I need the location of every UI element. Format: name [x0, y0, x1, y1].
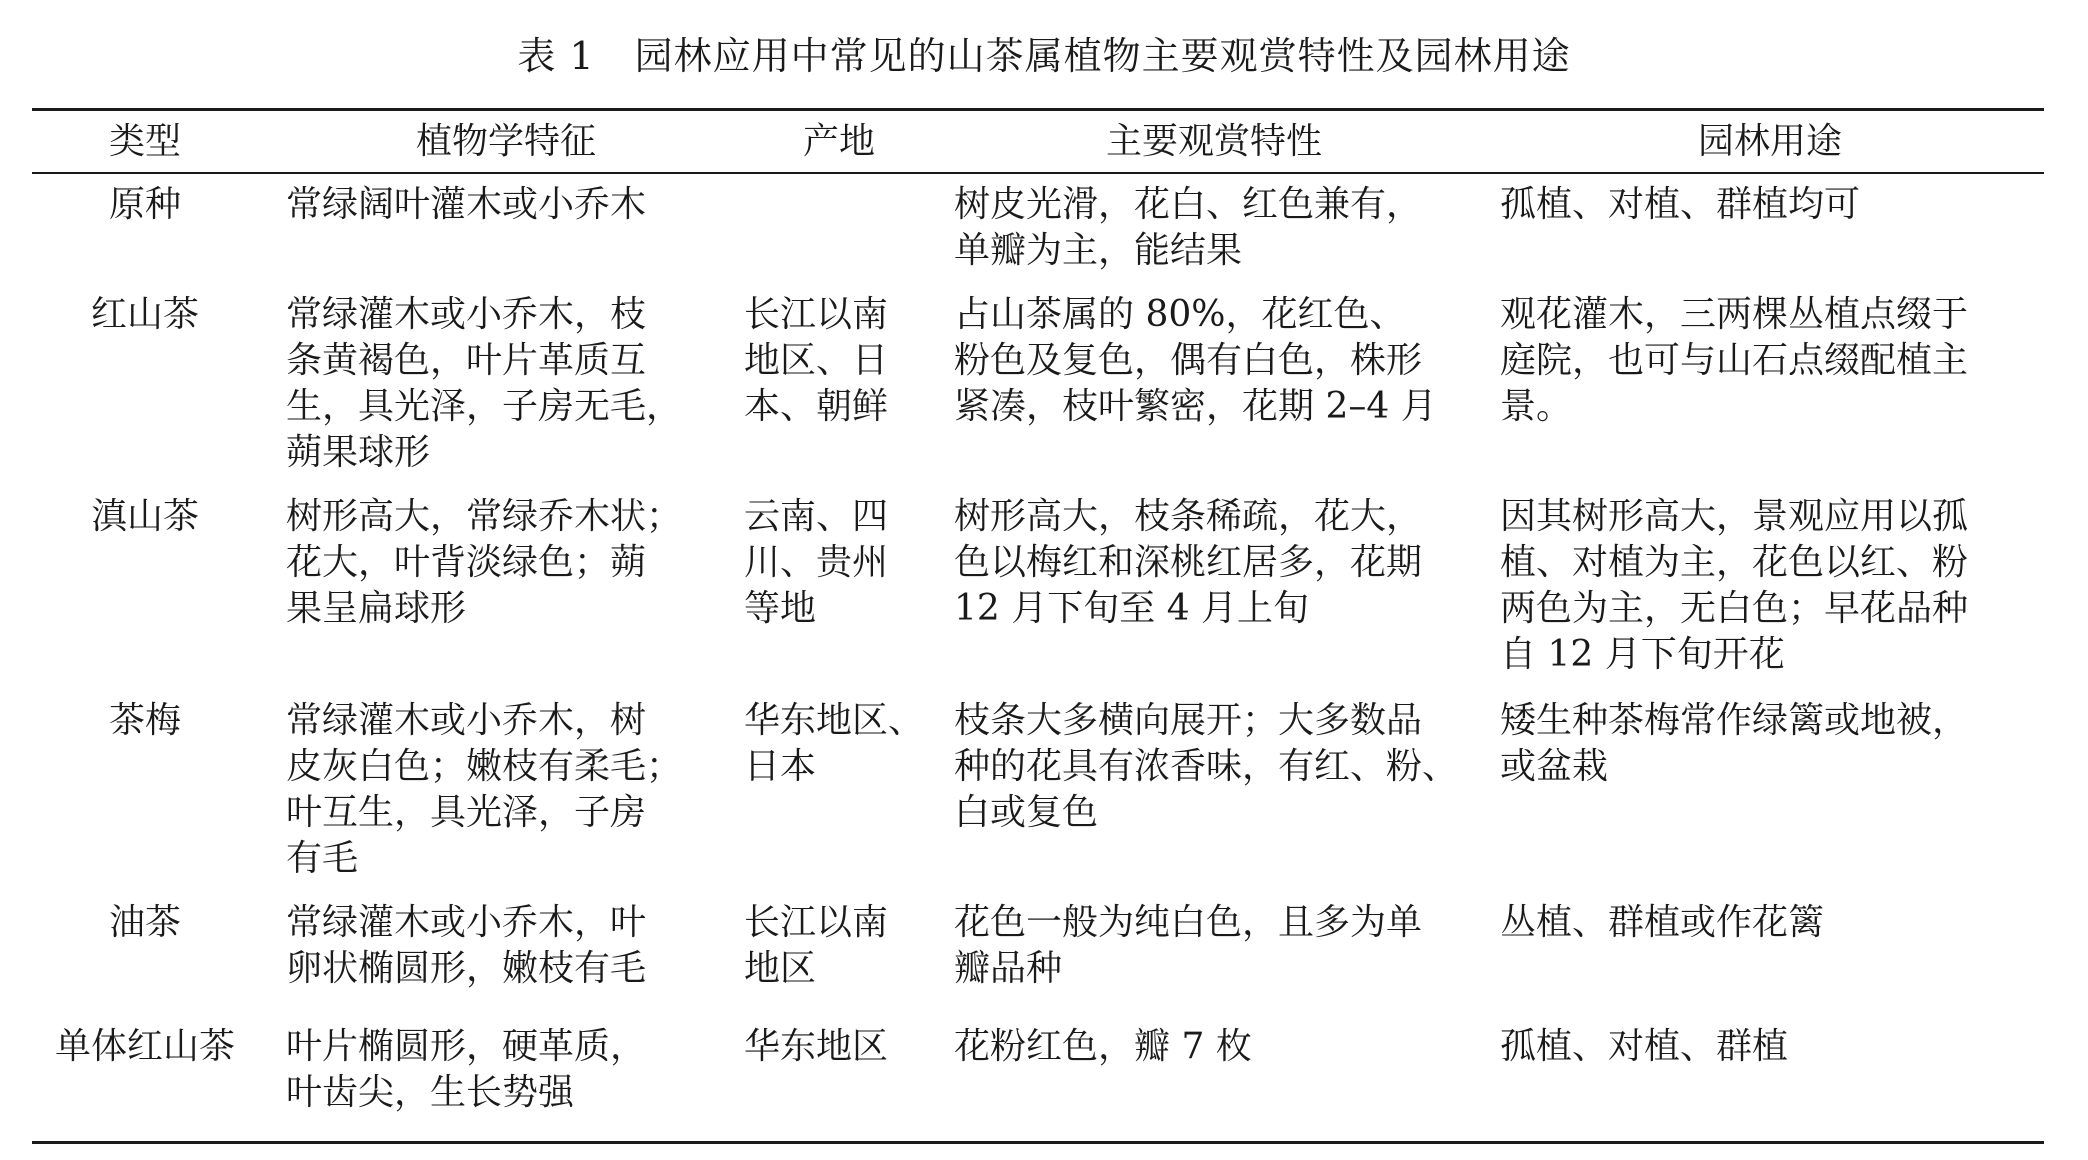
- cell-line: 矮生种茶梅常作绿篱或地被，: [1500, 700, 1969, 741]
- cell-line: 色以梅红和深桃红居多，花期: [954, 542, 1423, 583]
- cell-line: 本、朝鲜: [744, 386, 889, 427]
- cell-line: 地区: [744, 948, 817, 989]
- cell-line: 孤植、对植、群植: [1500, 1026, 1789, 1067]
- cell-line: 孤植、对植、群植均可: [1500, 184, 1861, 225]
- cell-line: 华东地区: [744, 1026, 889, 1067]
- cell-line: 花粉红色，瓣 7 枚: [954, 1026, 1252, 1067]
- cell-line: 叶齿尖，生长势强: [286, 1072, 575, 1113]
- cell-use: [1500, 494, 1968, 678]
- cell-line: 叶互生，具光泽，子房: [286, 792, 647, 833]
- cell-ornamental: [954, 698, 1458, 836]
- cell-line: 植、对植为主，花色以红、粉: [1500, 542, 1969, 583]
- cell-line: 种的花具有浓香味，有红、粉、: [954, 746, 1459, 787]
- cell-line: 枝条大多横向展开；大多数品: [954, 700, 1423, 741]
- cell-line: 景。: [1500, 386, 1573, 427]
- cell-origin: [744, 698, 924, 790]
- table-caption: [0, 28, 2088, 84]
- cell-line: 树形高大，枝条稀疏，花大，: [954, 496, 1423, 537]
- cell-use: [1500, 900, 1824, 946]
- cell-use: [1500, 292, 1968, 430]
- cell-line: 两色为主，无白色；早花品种: [1500, 588, 1969, 629]
- cell-line: 等地: [744, 588, 817, 629]
- cell-line: 紧凑，枝叶繁密，花期 2–4 月: [954, 386, 1437, 427]
- cell-type: [40, 494, 250, 540]
- cell-line: 庭院，也可与山石点缀配植主: [1500, 340, 1969, 381]
- cell-use: [1500, 1024, 1788, 1070]
- cell-line: 油茶: [108, 902, 181, 943]
- cell-origin: [744, 900, 888, 992]
- table-caption-number: 表 1: [517, 34, 595, 78]
- cell-line: 云南、四: [744, 496, 889, 537]
- cell-line: 长江以南: [744, 902, 889, 943]
- cell-line: 条黄褐色，叶片革质互: [286, 340, 647, 381]
- cell-line: 占山茶属的 80%，花红色、: [954, 294, 1406, 335]
- cell-line: 因其树形高大，景观应用以孤: [1500, 496, 1969, 537]
- header-botanical: 植物学特征: [415, 121, 596, 162]
- bottom-rule: [32, 1141, 2044, 1144]
- cell-line: 树皮光滑，花白、红色兼有，: [954, 184, 1423, 225]
- cell-line: 红山茶: [90, 294, 199, 335]
- cell-line: 滇山茶: [90, 496, 199, 537]
- cell-line: 果呈扁球形: [286, 588, 467, 629]
- cell-ornamental: [954, 182, 1422, 274]
- cell-line: 树形高大，常绿乔木状；: [286, 496, 683, 537]
- cell-line: 原种: [108, 184, 181, 225]
- cell-type: [40, 698, 250, 744]
- header-use: 园林用途: [1697, 121, 1842, 162]
- cell-line: 丛植、群植或作花篱: [1500, 902, 1825, 943]
- cell-origin: [744, 494, 888, 632]
- cell-line: 白或复色: [954, 792, 1099, 833]
- cell-ornamental: [954, 292, 1437, 430]
- cell-line: 日本: [744, 746, 817, 787]
- cell-line: 12 月下旬至 4 月上旬: [954, 588, 1310, 629]
- cell-use: [1500, 182, 1860, 228]
- cell-line: 自 12 月下旬开花: [1500, 634, 1785, 675]
- cell-line: 叶片椭圆形，硬革质，: [286, 1026, 647, 1067]
- cell-line: 常绿灌木或小乔木，枝: [286, 294, 647, 335]
- cell-type: [40, 900, 250, 946]
- cell-botanical: [286, 292, 682, 476]
- cell-line: 生，具光泽，子房无毛，: [286, 386, 683, 427]
- top-rule: [32, 108, 2044, 111]
- header-origin: 产地: [802, 121, 875, 162]
- header-type: 类型: [108, 121, 181, 162]
- cell-type: [40, 182, 250, 228]
- cell-line: 花大，叶背淡绿色；蒴: [286, 542, 647, 583]
- cell-line: 常绿阔叶灌木或小乔木: [286, 184, 647, 225]
- cell-line: 长江以南: [744, 294, 889, 335]
- table-caption-title: 园林应用中常见的山茶属植物主要观赏特性及园林用途: [634, 34, 1571, 78]
- cell-line: 观花灌木，三两棵丛植点缀于: [1500, 294, 1969, 335]
- cell-origin: [744, 292, 888, 430]
- cell-botanical: [286, 900, 646, 992]
- cell-line: 花色一般为纯白色，且多为单: [954, 902, 1423, 943]
- cell-line: 常绿灌木或小乔木，叶: [286, 902, 647, 943]
- cell-line: 蒴果球形: [286, 432, 431, 473]
- header-ornamental: 主要观赏特性: [1105, 121, 1322, 162]
- cell-line: 茶梅: [108, 700, 181, 741]
- cell-line: 或盆栽: [1500, 746, 1609, 787]
- cell-use: [1500, 698, 1968, 790]
- cell-line: 地区、日: [744, 340, 889, 381]
- cell-line: 单瓣为主，能结果: [954, 230, 1243, 271]
- cell-line: 瓣品种: [954, 948, 1063, 989]
- cell-line: 皮灰白色；嫩枝有柔毛；: [286, 746, 683, 787]
- cell-ornamental: [954, 1024, 1252, 1070]
- cell-line: 粉色及复色，偶有白色，株形: [954, 340, 1423, 381]
- cell-line: 华东地区、: [744, 700, 925, 741]
- cell-line: 常绿灌木或小乔木，树: [286, 700, 647, 741]
- cell-type: [40, 1024, 250, 1070]
- header-rule: [32, 172, 2044, 174]
- cell-origin: [744, 1024, 888, 1070]
- cell-line: 川、贵州: [744, 542, 889, 583]
- cell-botanical: [286, 698, 682, 882]
- cell-botanical: [286, 494, 682, 632]
- cell-botanical: [286, 1024, 646, 1116]
- cell-line: 卵状椭圆形，嫩枝有毛: [286, 948, 647, 989]
- cell-line: 单体红山茶: [54, 1026, 235, 1067]
- cell-type: [40, 292, 250, 338]
- cell-botanical: [286, 182, 646, 228]
- cell-ornamental: [954, 900, 1422, 992]
- cell-ornamental: [954, 494, 1422, 632]
- cell-line: 有毛: [286, 838, 359, 879]
